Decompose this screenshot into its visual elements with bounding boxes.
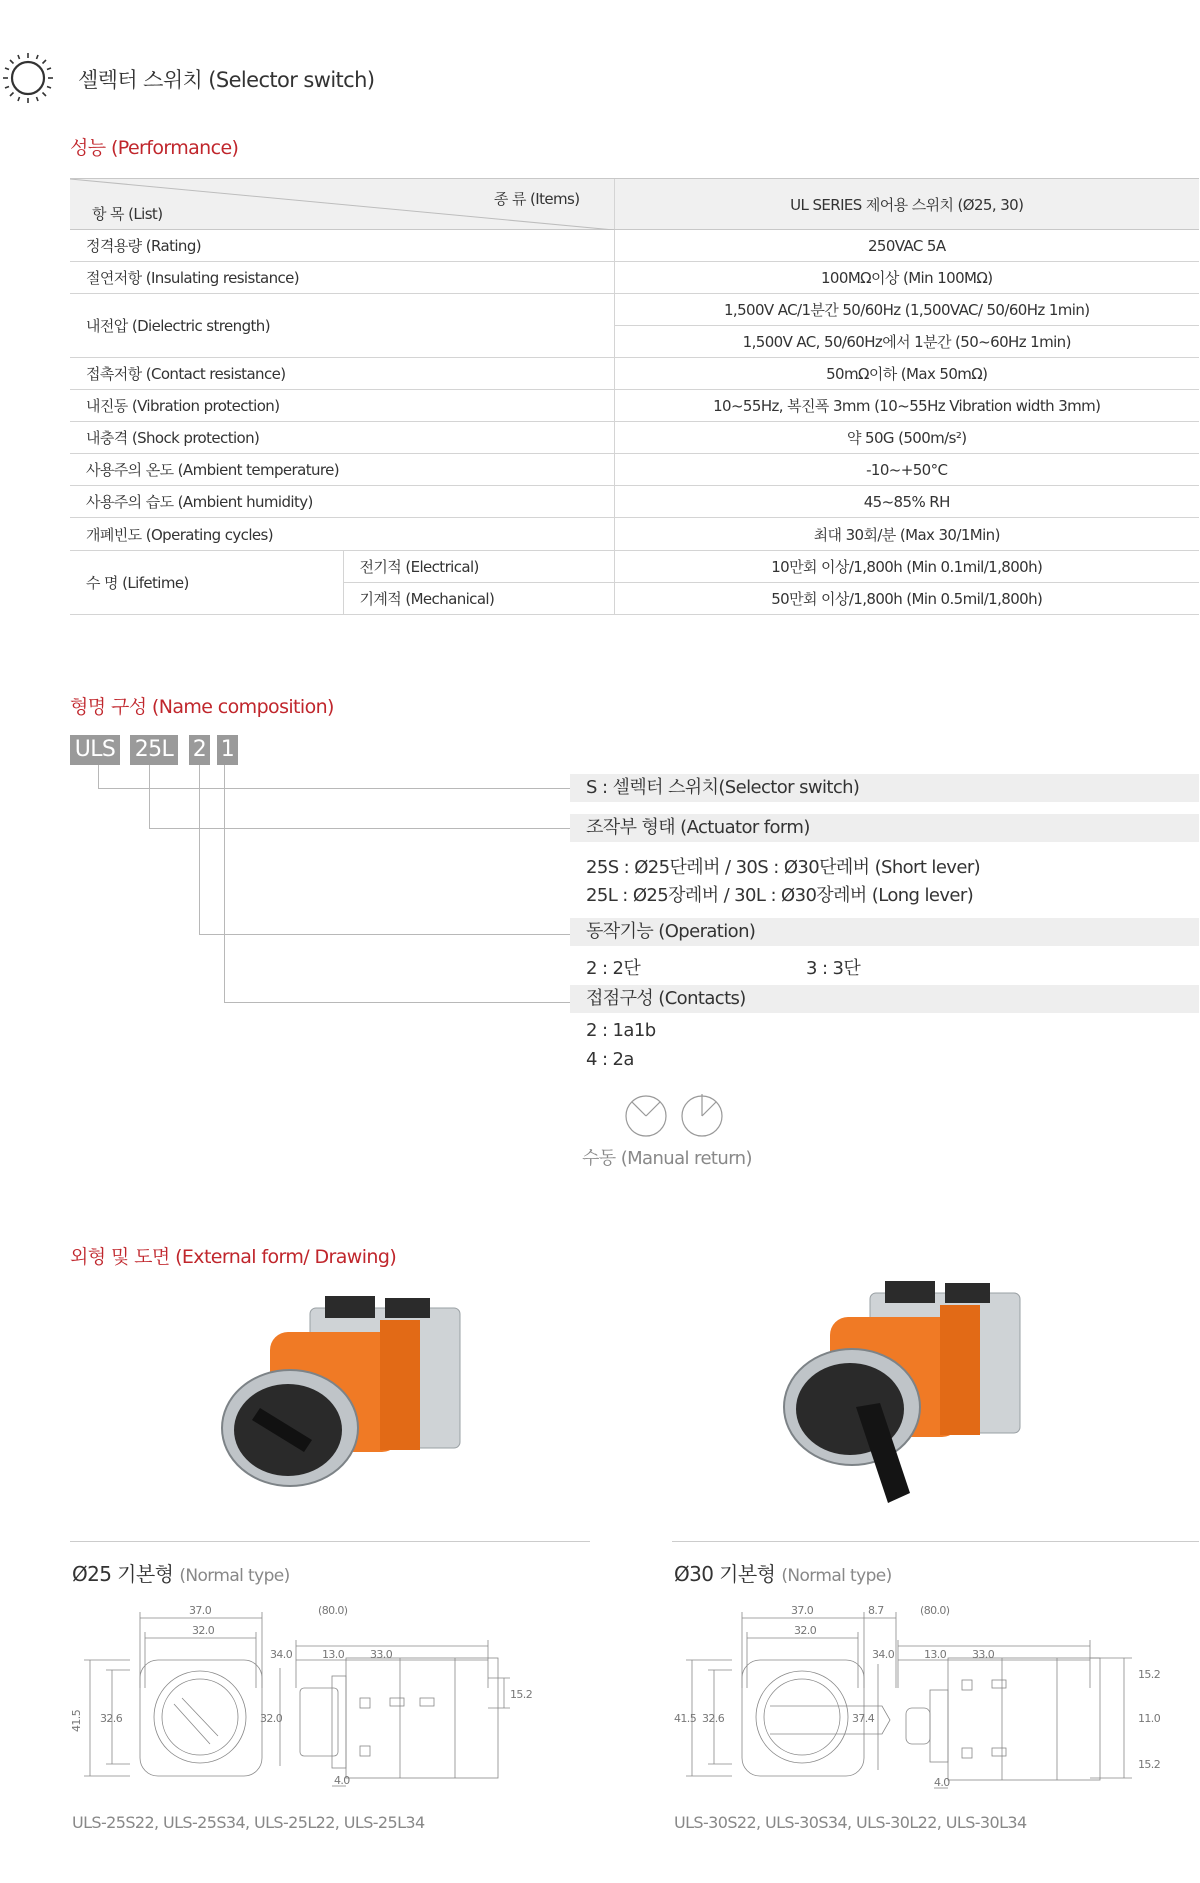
connector-line <box>98 765 99 788</box>
model-list-25: ULS-25S22, ULS-25S34, ULS-25L22, ULS-25L34 <box>72 1813 425 1832</box>
table-row <box>70 422 1199 454</box>
actuator-long: 25L : Ø25장레버 / 30L : Ø30장레버 (Long lever) <box>586 885 974 906</box>
header-list: 항 목 (List) <box>92 205 163 223</box>
connector-line <box>199 934 570 935</box>
table-row <box>70 454 1199 486</box>
drawing-30 <box>672 1598 1192 1798</box>
selector-switch-row: S : 셀렉터 스위치(Selector switch) <box>570 774 1199 802</box>
product-image-30 <box>760 1275 1030 1525</box>
dim-r2: 11.0 <box>1138 1712 1161 1725</box>
type-title-25-en: (Normal type) <box>179 1566 290 1586</box>
row-value: 100MΩ이상 (Min 100MΩ) <box>614 262 1199 294</box>
dim-h1: 41.5 <box>674 1712 697 1725</box>
electrical-label: 전기적 (Electrical) <box>343 551 614 583</box>
type-title-30-en: (Normal type) <box>781 1566 892 1586</box>
dim-c: 33.0 <box>972 1648 995 1661</box>
operation-3: 3 : 3단 <box>806 958 861 979</box>
contacts-4: 4 : 2a <box>586 1049 634 1070</box>
dim-w3: 8.7 <box>868 1604 884 1617</box>
row-label: 접촉저항 (Contact resistance) <box>70 358 614 390</box>
type-title-25 <box>72 1558 290 1587</box>
dim-w2: 32.0 <box>794 1624 817 1637</box>
dim-h3: 32.0 <box>260 1712 283 1725</box>
dim-r1: 15.2 <box>510 1688 533 1701</box>
dim-b: 13.0 <box>322 1648 345 1661</box>
row-label: 사용주의 온도 (Ambient temperature) <box>70 454 614 486</box>
connector-line <box>199 765 200 934</box>
row-label: 내진동 (Vibration protection) <box>70 390 614 422</box>
row-label: 사용주의 습도 (Ambient humidity) <box>70 486 614 518</box>
connector-line <box>224 1002 570 1003</box>
drawing-25 <box>70 1598 540 1798</box>
connector-line <box>149 828 570 829</box>
section-divider <box>70 1541 590 1542</box>
actuator-form-row: 조작부 형태 (Actuator form) <box>570 814 1199 842</box>
dim-h3: 37.4 <box>852 1712 875 1725</box>
row-label: 개폐빈도 (Operating cycles) <box>70 518 614 551</box>
type-title-30 <box>674 1558 892 1587</box>
table-header-row <box>70 179 1199 230</box>
row-value: 1,500V AC/1분간 50/60Hz (1,500VAC/ 50/60Hz 1min) <box>614 294 1199 326</box>
connector-line <box>224 765 225 1002</box>
mechanical-label: 기계적 (Mechanical) <box>343 583 614 615</box>
dim-w2: 32.0 <box>192 1624 215 1637</box>
row-value: 50mΩ이하 (Max 50mΩ) <box>614 358 1199 390</box>
name-composition-title: 형명 구성 (Name composition) <box>70 696 334 718</box>
model-list-30: ULS-30S22, ULS-30S34, ULS-30L22, ULS-30L34 <box>674 1813 1027 1832</box>
table-row <box>70 518 1199 551</box>
product-image-25 <box>200 1290 470 1490</box>
header-diagonal-cell <box>70 179 614 230</box>
row-value: 최대 30회/분 (Max 30/1Min) <box>614 518 1199 551</box>
code-box-contacts: 1 <box>217 735 238 765</box>
selector-dial-icon <box>0 50 56 106</box>
dim-r3: 15.2 <box>1138 1758 1161 1771</box>
dim-bottom: 4.0 <box>934 1776 950 1789</box>
type-title-30-ko: Ø30 기본형 <box>674 1562 776 1586</box>
row-value: 10~55Hz, 복진폭 3mm (10~55Hz Vibration width 3mm) <box>614 390 1199 422</box>
external-form-title: 외형 및 도면 (External form/ Drawing) <box>70 1246 397 1268</box>
code-box-series: ULS <box>70 735 120 765</box>
electrical-value: 10만회 이상/1,800h (Min 0.1mil/1,800h) <box>614 551 1199 583</box>
row-label: 절연저항 (Insulating resistance) <box>70 262 614 294</box>
table-row <box>70 294 1199 326</box>
actuator-short: 25S : Ø25단레버 / 30S : Ø30단레버 (Short lever) <box>586 857 981 878</box>
operation-row: 동작기능 (Operation) <box>570 918 1199 946</box>
row-label: 내전압 (Dielectric strength) <box>70 294 614 358</box>
page-title: 셀렉터 스위치 (Selector switch) <box>78 68 375 92</box>
table-row <box>70 390 1199 422</box>
dim-h2: 32.6 <box>100 1712 123 1725</box>
row-label: 정격용량 (Rating) <box>70 230 614 262</box>
manual-return-icon <box>624 1090 724 1140</box>
section-divider <box>672 1541 1199 1542</box>
operation-2: 2 : 2단 <box>586 958 641 979</box>
dim-total: (80.0) <box>920 1604 950 1617</box>
row-label: 내충격 (Shock protection) <box>70 422 614 454</box>
mechanical-value: 50만회 이상/1,800h (Min 0.5mil/1,800h) <box>614 583 1199 615</box>
dim-c: 33.0 <box>370 1648 393 1661</box>
dim-total: (80.0) <box>318 1604 348 1617</box>
row-value: 45~85% RH <box>614 486 1199 518</box>
header-value: UL SERIES 제어용 스위치 (Ø25, 30) <box>614 179 1199 230</box>
dim-w1: 37.0 <box>189 1604 212 1617</box>
table-row <box>70 262 1199 294</box>
connector-line <box>149 765 150 828</box>
row-value: 250VAC 5A <box>614 230 1199 262</box>
type-title-25-ko: Ø25 기본형 <box>72 1562 174 1586</box>
dim-b: 13.0 <box>924 1648 947 1661</box>
dim-a: 34.0 <box>270 1648 293 1661</box>
table-row <box>70 486 1199 518</box>
row-value: 약 50G (500m/s²) <box>614 422 1199 454</box>
performance-title: 성능 (Performance) <box>70 137 239 159</box>
contacts-row: 접점구성 (Contacts) <box>570 985 1199 1013</box>
code-box-actuator: 25L <box>130 735 178 765</box>
dim-h1: 41.5 <box>70 1709 83 1732</box>
connector-line <box>98 788 570 789</box>
dim-h2: 32.6 <box>702 1712 725 1725</box>
code-box-operation: 2 <box>189 735 210 765</box>
header-items: 종 류 (Items) <box>493 190 580 208</box>
dim-a: 34.0 <box>872 1648 895 1661</box>
dim-bottom: 4.0 <box>334 1774 350 1787</box>
table-row <box>70 358 1199 390</box>
page-header <box>0 50 600 110</box>
table-row <box>70 230 1199 262</box>
dim-r1: 15.2 <box>1138 1668 1161 1681</box>
table-row <box>70 551 1199 583</box>
contacts-2: 2 : 1a1b <box>586 1020 656 1041</box>
row-value: -10~+50°C <box>614 454 1199 486</box>
row-value-2: 1,500V AC, 50/60Hz에서 1분간 (50~60Hz 1min) <box>614 326 1199 358</box>
performance-table <box>70 178 1199 615</box>
dim-w1: 37.0 <box>791 1604 814 1617</box>
manual-return-label: 수동 (Manual return) <box>582 1148 752 1169</box>
lifetime-label: 수 명 (Lifetime) <box>70 551 343 615</box>
